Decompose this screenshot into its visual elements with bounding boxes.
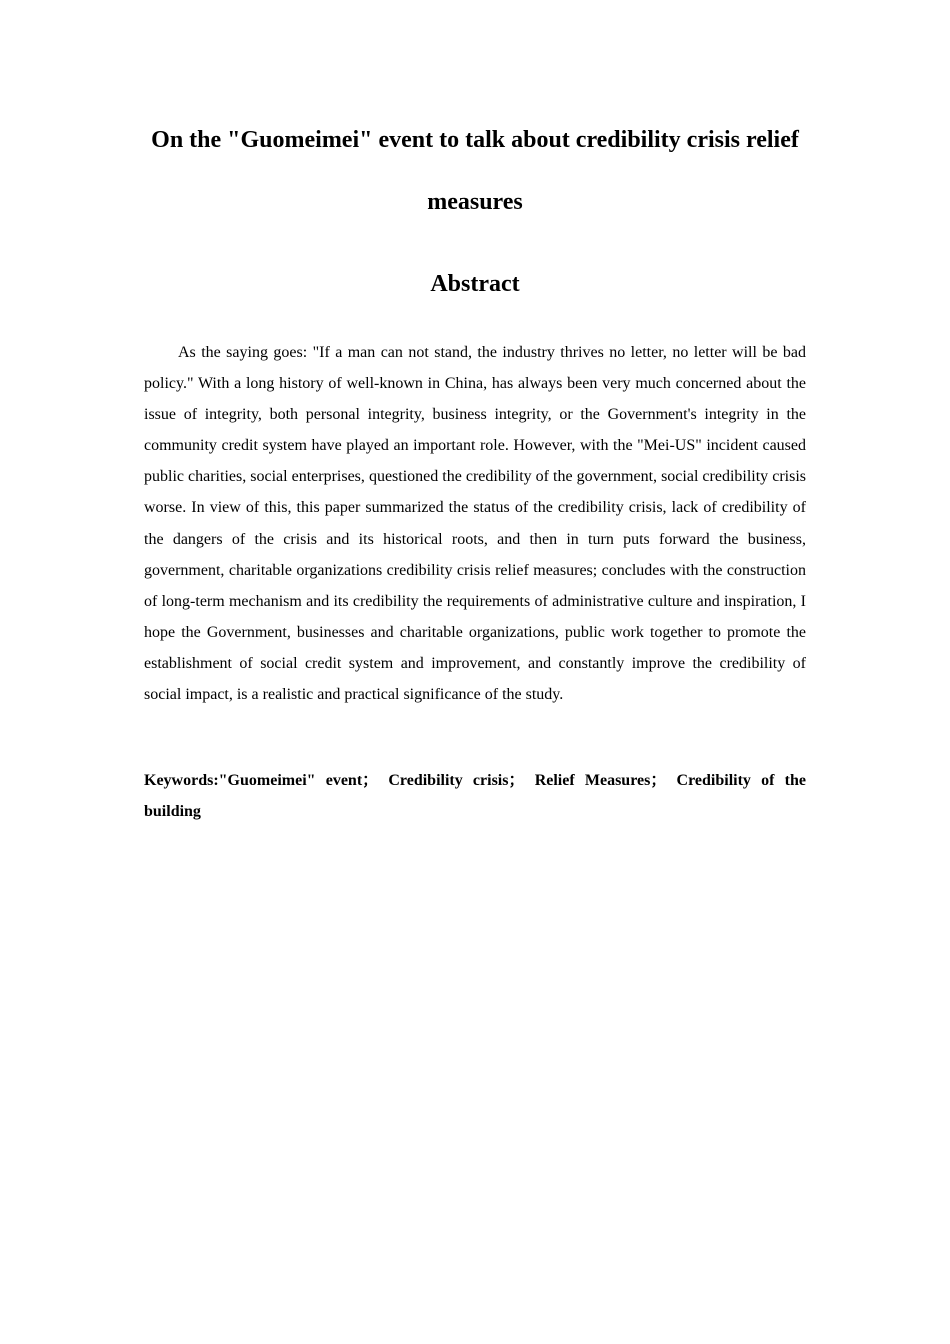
document-title-line-1: On the "Guomeimei" event to talk about credibility crisis relief [151, 127, 799, 153]
abstract-paragraph: As the saying goes: "If a man can not stand, the industry thrives no letter, no letter will be bad policy." With a long history of well-known in China, has always been very much concerned about the issue of integrity, both personal integrity, business integrity, or the Government's integrity in the community credit system have played an important role. However, with the "Mei-US" incident caused public charities, social enterprises, questioned the credibility of the government, social credibility crisis worse. In view of this, this paper summarized the status of the credibility crisis, lack of credibility of the dangers of the crisis and its historical roots, and then in turn puts forward the business, government, charitable organizations credibility crisis relief measures; concludes with the construction of long-term mechanism and its credibility the requirements of administrative culture and inspiration, I hope the Government, businesses and charitable organizations, public work together to promote the establishment of social credit system and improvement, and constantly improve the credibility of social impact, is a realistic and practical significance of the study. [144, 344, 806, 704]
document-title-line-2: measures [427, 189, 523, 215]
keywords-line: Keywords:"Guomeimei" event； Credibility crisis； Relief Measures； Credibility of the building [144, 772, 806, 820]
abstract-heading: Abstract [430, 271, 520, 297]
